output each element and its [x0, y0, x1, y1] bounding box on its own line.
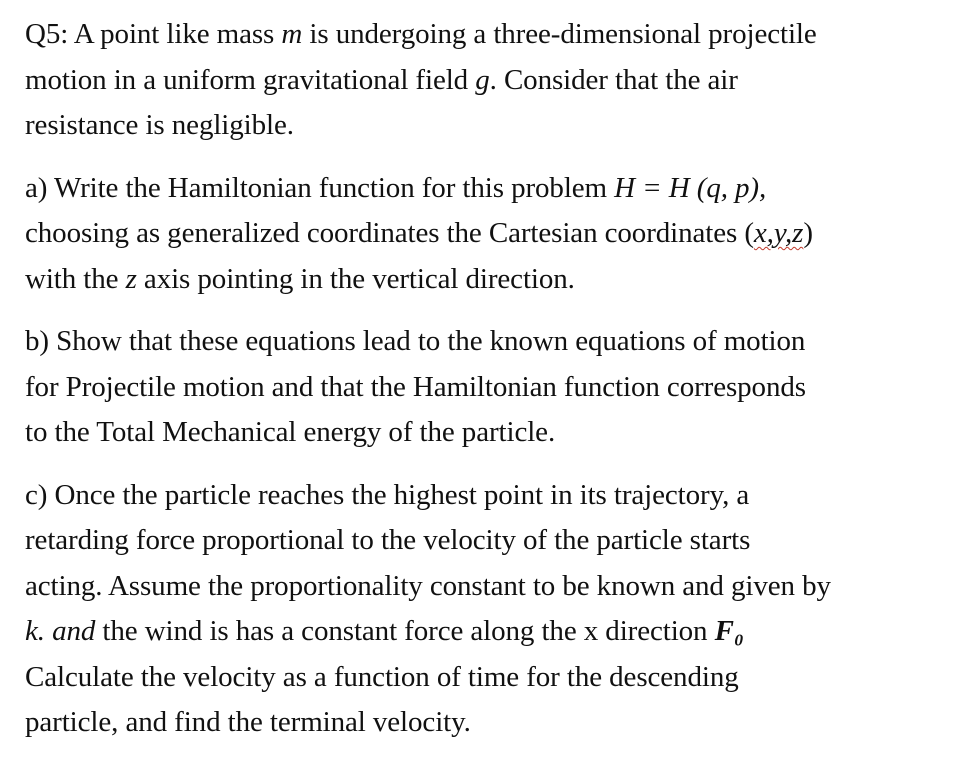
part-c-line-5: Calculate the velocity as a function of time for the descending — [25, 660, 739, 693]
document-body — [25, 12, 950, 763]
intro-line-3: resistance is negligible. — [25, 109, 294, 141]
text-run: motion in a uniform gravitational field — [25, 63, 476, 96]
part-c-line-2: retarding force proportional to the velocity of the particle starts — [25, 524, 751, 556]
text-run: axis pointing in the vertical direction. — [136, 262, 575, 295]
part-c — [25, 473, 950, 746]
part-b-line-2: for Projectile motion and that the Hamiltonian function corresponds — [25, 370, 806, 403]
part-c-line-1: c) Once the particle reaches the highest point in its trajectory, a — [25, 478, 750, 511]
question-intro — [25, 12, 950, 149]
part-a-line-3 — [25, 257, 950, 303]
text-run: with the — [25, 262, 126, 295]
z-axis-symbol: z — [125, 262, 137, 295]
gravity-symbol: g — [475, 63, 490, 96]
intro-line-2 — [25, 58, 950, 104]
text-run: the wind is has a constant force along the x direction — [95, 615, 715, 647]
mass-symbol: m — [281, 18, 303, 50]
part-c-line-3: acting. Assume the proportionality constant to be known and given by — [25, 569, 831, 602]
text-run: . Consider that the air — [489, 63, 738, 96]
text-run: choosing as generalized coordinates the Cartesian coordinates ( — [25, 217, 754, 249]
part-c-line-4 — [25, 609, 950, 655]
part-a-line-1 — [25, 166, 950, 212]
text-run: a) Write the Hamiltonian function for this problem — [25, 171, 615, 204]
force-symbol: F₀ — [714, 615, 744, 647]
part-a-line-2 — [25, 211, 950, 257]
part-b-line-1: b) Show that these equations lead to the known equations of motion — [25, 325, 806, 357]
text-run: ) — [803, 217, 813, 249]
part-b-line-3: to the Total Mechanical energy of the particle. — [25, 416, 556, 448]
part-b — [25, 319, 950, 456]
hamiltonian-equation: H = H (q, p), — [614, 171, 767, 204]
text-run: is undergoing a three-dimensional projectile — [302, 18, 817, 50]
text-run: Q5: A point like mass — [25, 18, 282, 50]
part-a — [25, 166, 950, 303]
constant-k: k. and — [25, 615, 96, 647]
part-c-line-6: particle, and find the terminal velocity. — [25, 706, 471, 738]
cartesian-coordinates: x,y,z — [753, 217, 804, 249]
intro-line-1 — [25, 12, 950, 58]
